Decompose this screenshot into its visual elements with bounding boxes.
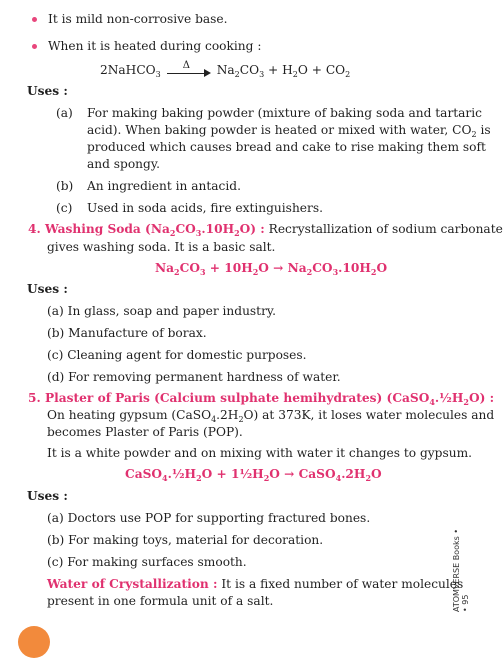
pop-use-a: (a) Doctors use POP for supporting fractured bones. [47,511,371,525]
pop-heading: 5. Plaster of Paris (Calcium sulphate hemihydrates) $(CaSO_4.\frac{1}{2}H_2O)$ : [28,391,495,407]
washing-soda-heading-line: 4. Washing Soda $(Na_2CO_3.10H_2O)$ : Recrystallization of sodium carbonate [28,222,503,238]
pop-desc-line3: It is a white powder and on mixing with water it changes to gypsum. [47,446,472,460]
equation-washing-soda: $Na_2CO_3 + 10H_2O \to Na_2CO_3.10H_2O$ [155,261,388,277]
uses-heading-baking-soda: Uses : [27,84,68,98]
use-text-a-line2: acid). When baking powder is heated or mixed with water, $CO_2$ is [87,123,491,139]
equation-baking-soda-heating: 2NaHCO$_3$ Δ $Na_2CO_3 + H_2O + CO_2$ [100,59,351,79]
use-text-b: An ingredient in antacid. [87,179,241,193]
use-label-c: (c) [56,201,73,215]
uses-heading-pop: Uses : [27,489,68,503]
washing-use-d: (d) For removing permanent hardness of water. [47,370,341,384]
side-publisher-text: ATOMVERSE Books • • 95 [452,528,470,612]
uses-heading-washing-soda: Uses : [27,282,68,296]
pop-use-b: (b) For making toys, material for decoration. [47,533,324,547]
bullet-icon [32,17,37,22]
use-text-a-line4: and spongy. [87,157,160,171]
use-text-a-line3: produced which causes bread and cake to rise making them soft [87,140,486,154]
use-text-c: Used in soda acids, fire extinguishers. [87,201,323,215]
washing-use-b: (b) Manufacture of borax. [47,326,207,340]
bullet-text-2: When it is heated during cooking : [48,39,262,53]
water-of-crystallization-line1: Water of Crystallization : It is a fixed number of water molecules [47,577,464,591]
use-text-a-line1: For making baking powder (mixture of baking soda and tartaric [87,106,482,120]
washing-use-c: (c) Cleaning agent for domestic purposes. [47,348,307,362]
heat-arrow-icon: Δ [167,65,211,77]
pop-desc-line2: becomes Plaster of Paris (POP). [47,425,243,439]
pop-desc-line1: On heating gypsum $(CaSO_4.2H_2O)$ at 373K, it loses water molecules and [47,408,495,424]
bullet-text-1: It is mild non-corrosive base. [48,12,228,26]
use-label-b: (b) [56,179,74,193]
pop-use-c: (c) For making surfaces smooth. [47,555,247,569]
washing-use-a: (a) In glass, soap and paper industry. [47,304,277,318]
water-of-crystallization-heading: Water of Crystallization : [47,577,218,591]
water-of-crystallization-line2: present in one formula unit of a salt. [47,594,274,608]
washing-soda-desc-line2: gives washing soda. It is a basic salt. [47,240,276,254]
use-label-a: (a) [56,106,73,120]
bullet-icon [32,44,37,49]
corner-decoration [18,626,50,658]
washing-soda-heading: 4. Washing Soda $(Na_2CO_3.10H_2O)$ : [28,222,265,238]
equation-pop: $CaSO_4.\frac{1}{2}H_2O$ + $1\frac{1}{2}H_2O$ → $CaSO_4.2H_2O$ [125,467,382,483]
